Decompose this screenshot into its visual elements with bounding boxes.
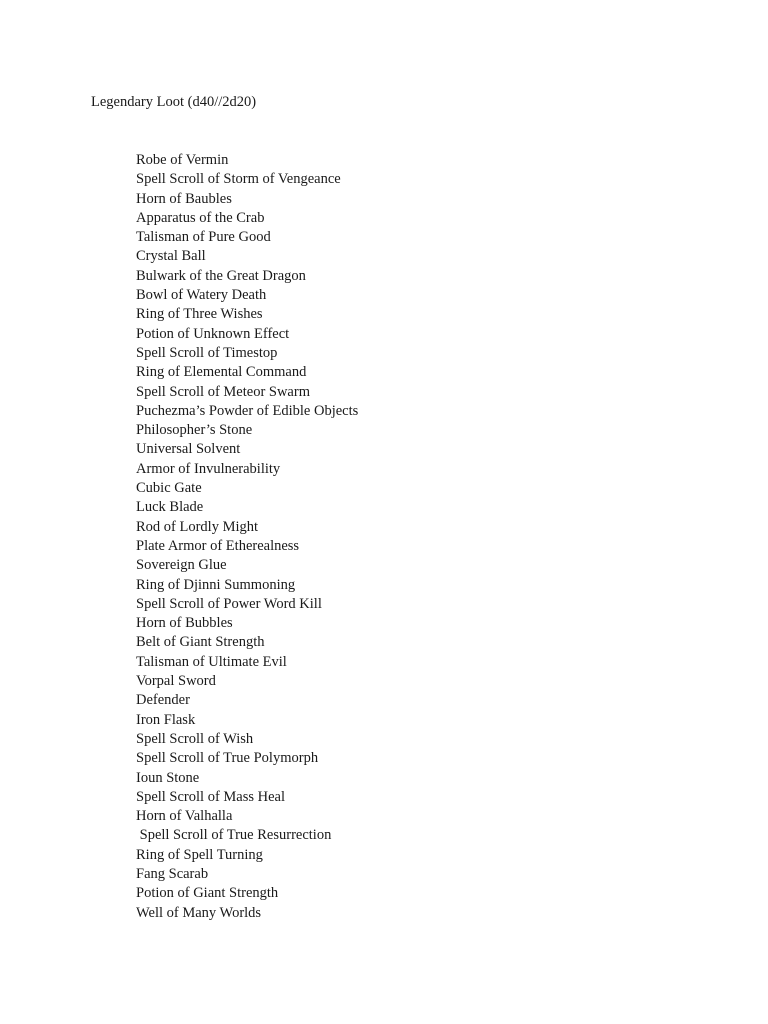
- list-item-text: Ring of Spell Turning: [136, 846, 263, 863]
- list-item-text: Talisman of Ultimate Evil: [136, 653, 287, 670]
- list-item-text: Belt of Giant Strength: [136, 634, 265, 651]
- list-item-text: Universal Solvent: [136, 441, 241, 458]
- document-title: Legendary Loot (d40//2d20): [91, 94, 257, 110]
- list-item-text: Iron Flask: [136, 711, 196, 728]
- list-item-text: Horn of Valhalla: [136, 808, 233, 825]
- list-item-text: Bowl of Watery Death: [136, 287, 267, 304]
- list-item-text: Spell Scroll of Meteor Swarm: [136, 383, 310, 400]
- list-item-text: Philosopher’s Stone: [136, 422, 253, 439]
- list-item-text: Potion of Unknown Effect: [136, 325, 290, 342]
- list-item-text: Cubic Gate: [136, 480, 202, 497]
- list-item-text: Spell Scroll of True Resurrection: [136, 827, 332, 844]
- list-item-text: Well of Many Worlds: [136, 904, 262, 921]
- list-item-text: Spell Scroll of Power Word Kill: [136, 595, 322, 612]
- list-item-text: Luck Blade: [136, 499, 204, 516]
- list-item-text: Spell Scroll of Timestop: [136, 344, 278, 361]
- list-item-text: Sovereign Glue: [136, 557, 227, 574]
- list-item-text: Spell Scroll of Mass Heal: [136, 788, 286, 805]
- list-item-text: Armor of Invulnerability: [136, 460, 281, 477]
- list-item-text: Crystal Ball: [136, 248, 206, 265]
- list-item-text: Fang Scarab: [136, 865, 209, 882]
- list-item-text: Robe of Vermin: [136, 152, 229, 168]
- list-item-text: Bulwark of the Great Dragon: [136, 267, 306, 284]
- list-item-text: Apparatus of the Crab: [136, 209, 265, 226]
- list-item-text: Ioun Stone: [136, 769, 200, 786]
- list-item-text: Vorpal Sword: [136, 673, 216, 690]
- list-item-text: Spell Scroll of Storm of Vengeance: [136, 171, 341, 188]
- list-item-text: Potion of Giant Strength: [136, 885, 279, 902]
- list-item-text: Horn of Baubles: [136, 190, 232, 207]
- list-item-text: Ring of Three Wishes: [136, 306, 263, 323]
- list-item-text: Plate Armor of Etherealness: [136, 537, 300, 554]
- list-item-text: Ring of Elemental Command: [136, 364, 307, 381]
- list-item-text: Rod of Lordly Might: [136, 518, 259, 535]
- list-item-text: Defender: [136, 692, 190, 709]
- list-item-text: Spell Scroll of Wish: [136, 730, 254, 747]
- list-item-text: Horn of Bubbles: [136, 615, 233, 632]
- list-item-text: Talisman of Pure Good: [136, 229, 271, 246]
- list-item-text: Puchezma’s Powder of Edible Objects: [136, 402, 359, 419]
- list-item-text: Spell Scroll of True Polymorph: [136, 750, 319, 767]
- list-item-text: Ring of Djinni Summoning: [136, 576, 296, 593]
